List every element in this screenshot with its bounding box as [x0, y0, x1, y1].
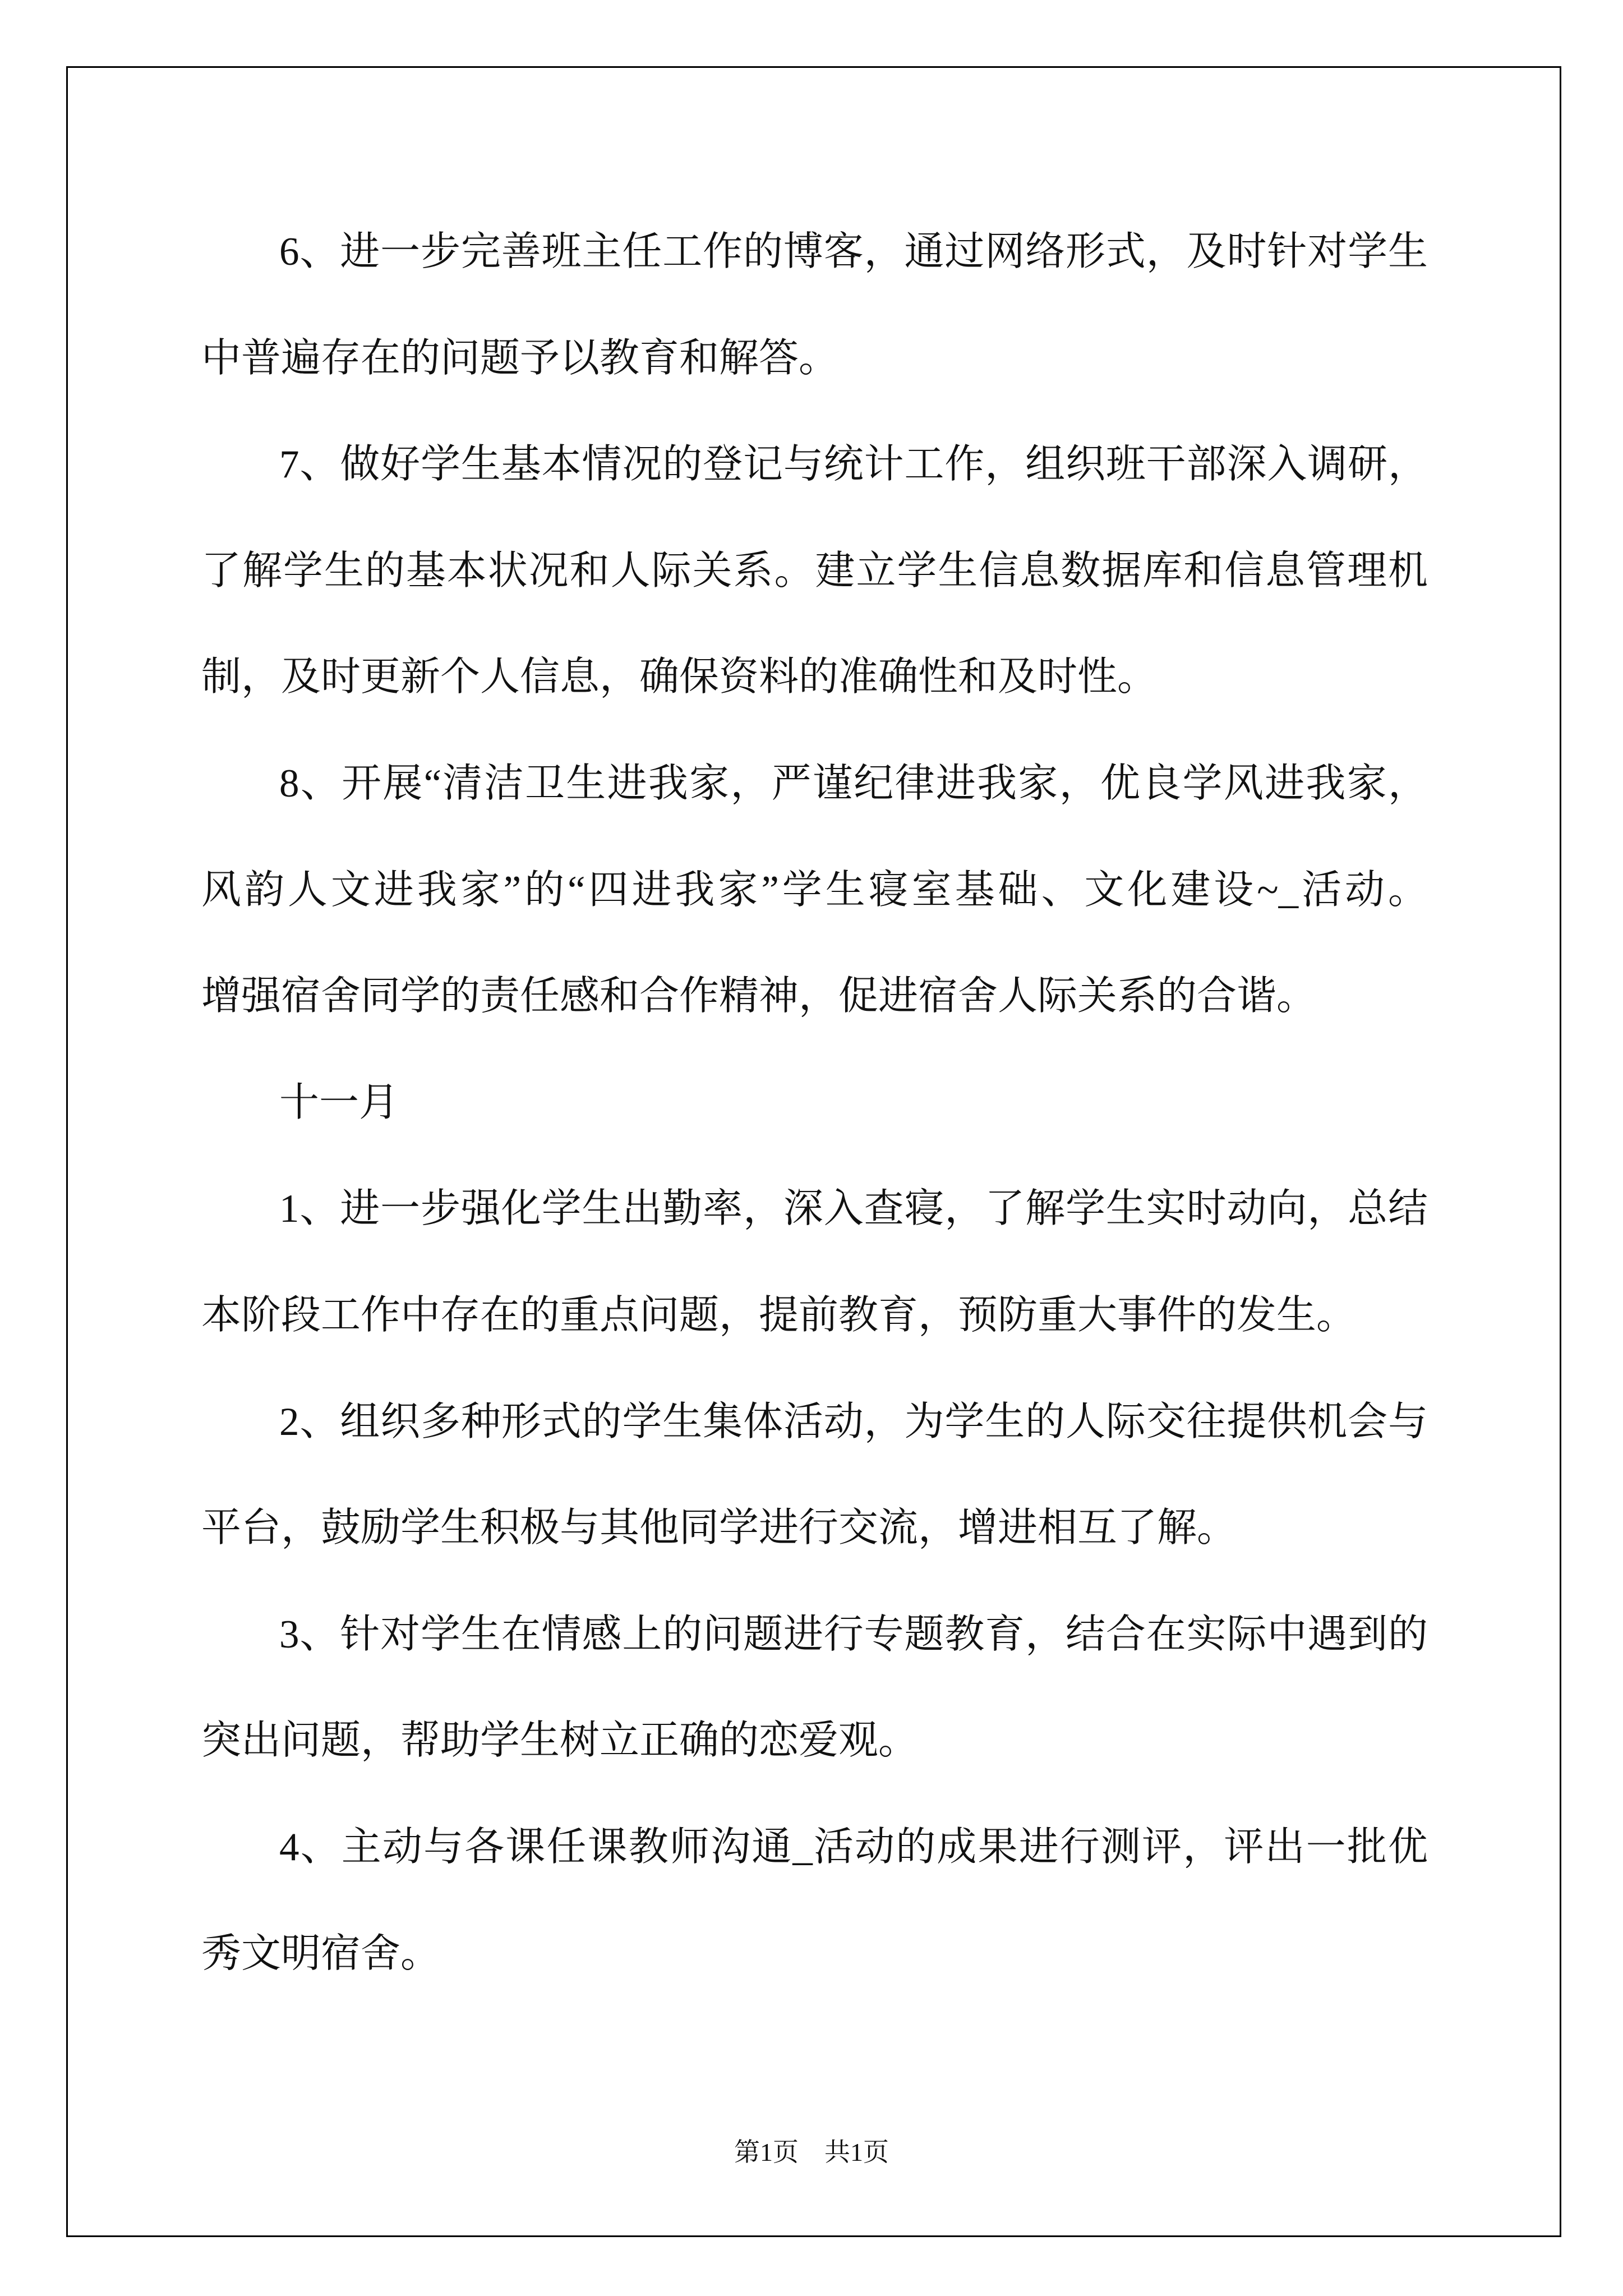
- paragraph-line: 制，及时更新个人信息，确保资料的准确性和及时性。: [201, 655, 1158, 700]
- paragraph-line: 6、进一步完善班主任工作的博客，通过网络形式，及时针对学生: [279, 230, 1428, 274]
- paragraph-line: 3、针对学生在情感上的问题进行专题教育，结合在实际中遇到的: [279, 1612, 1428, 1657]
- paragraph-line: 秀文明宿舍。: [201, 1931, 441, 1976]
- paragraph-item-6: [201, 199, 1428, 412]
- paragraph-item-2: [201, 1369, 1428, 1582]
- paragraph-line: 中普遍存在的问题予以教育和解答。: [201, 336, 839, 380]
- paragraph-line: 4、主动与各课任课教师沟通_活动的成果进行测评，评出一批优: [279, 1825, 1428, 1869]
- paragraph-line: 7、做好学生基本情况的登记与统计工作，组织班干部深入调研，: [279, 443, 1428, 487]
- paragraph-line: 本阶段工作中存在的重点问题，提前教育，预防重大事件的发生。: [201, 1293, 1357, 1337]
- paragraph-item-8: [201, 731, 1428, 1050]
- paragraph-item-4: [201, 1795, 1428, 2007]
- paragraph-line: 2、组织多种形式的学生集体活动，为学生的人际交往提供机会与: [279, 1400, 1428, 1444]
- section-heading-november: [201, 1050, 1428, 1157]
- paragraph-line: 风韵人文进我家”的“四进我家”学生寝室基础、文化建设~_活动。: [201, 868, 1428, 912]
- paragraph-line: 8、开展“清洁卫生进我家，严谨纪律进我家，优良学风进我家，: [279, 761, 1428, 806]
- paragraph-item-1: [201, 1156, 1428, 1369]
- paragraph-item-3: [201, 1582, 1428, 1795]
- section-heading: 十一月: [279, 1080, 399, 1125]
- paragraph-line: 增强宿舍同学的责任感和合作精神，促进宿舍人际关系的合谐。: [201, 974, 1317, 1019]
- paragraph-line: 平台，鼓励学生积极与其他同学进行交流，增进相互了解。: [201, 1506, 1237, 1550]
- paragraph-item-7: [201, 412, 1428, 731]
- paragraph-line: 了解学生的基本状况和人际关系。建立学生信息数据库和信息管理机: [201, 549, 1428, 593]
- page-number-footer: 第1页 共1页: [734, 2138, 889, 2166]
- document-body: [201, 199, 1428, 2007]
- paragraph-line: 1、进一步强化学生出勤率，深入查寝，了解学生实时动向，总结: [279, 1187, 1428, 1231]
- paragraph-line: 突出问题，帮助学生树立正确的恋爱观。: [201, 1719, 919, 1763]
